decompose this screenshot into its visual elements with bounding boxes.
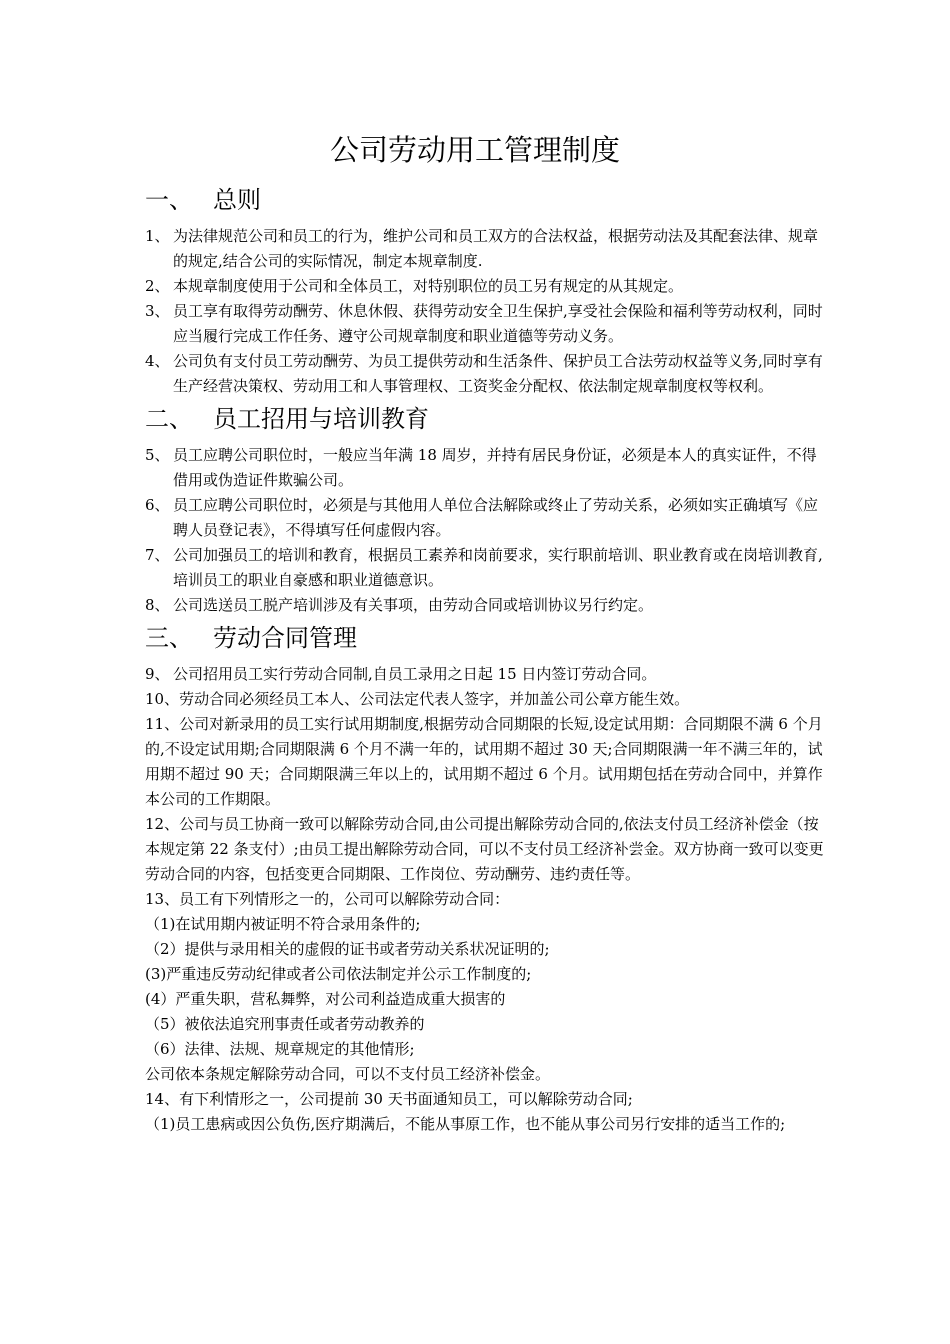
- paragraph: （1)员工患病或因公负伤,医疗期满后，不能从事原工作，也不能从事公司另行安排的适当工作的;: [145, 1115, 786, 1133]
- paragraph: 13、员工有下列情形之一的，公司可以解除劳动合同：: [145, 890, 510, 908]
- item-number: 2、: [145, 277, 170, 295]
- section-heading-contract: [145, 620, 825, 656]
- paragraph: 公司依本条规定解除劳动合同，可以不支付员工经济补偿金。: [145, 1065, 551, 1083]
- section-heading-general: [145, 182, 825, 218]
- paragraph: （2）提供与录用相关的虚假的证书或者劳动关系状况证明的;: [145, 940, 550, 958]
- document-body: [145, 182, 825, 1137]
- section-number: 一、: [145, 186, 193, 214]
- item-text: 公司加强员工的培训和教育，根据员工素养和岗前要求，实行职前培训、职业教育或在岗培训教育,培训员工的职业自豪感和职业道德意识。: [173, 546, 823, 589]
- paragraph: 11、公司对新录用的员工实行试用期制度,根据劳动合同期限的长短,设定试用期：合同期限不满 6 个月的,不设定试用期;合同期限满 6 个月不满一年的，试用期不超过 30 天;合同期限满一年不满三年的，试用期不超过 90 天；合同期限满三年以上的，试用期不超过 6 个月。试用期包括在劳动合同中，并算作本公司的工作期限。: [145, 715, 823, 808]
- item-text: 公司招用员工实行劳动合同制,自员工录用之日起 15 日内签订劳动合同。: [173, 665, 657, 683]
- paragraph: (4）严重失职，营私舞弊，对公司利益造成重大损害的: [145, 990, 506, 1008]
- item-number: 7、: [145, 546, 170, 564]
- list-item: [145, 349, 825, 399]
- document-title: 公司劳动用工管理制度: [329, 133, 620, 167]
- section-title: 员工招用与培训教育: [213, 405, 429, 433]
- item-text: 员工应聘公司职位时，一般应当年满 18 周岁，并持有居民身份证，必须是本人的真实证件，不得借用或伪造证件欺骗公司。: [173, 446, 817, 489]
- item-text: 本规章制度使用于公司和全体员工，对特别职位的员工另有规定的从其规定。: [173, 277, 684, 295]
- item-text: 员工享有取得劳动酬劳、休息休假、获得劳动安全卫生保护,享受社会保险和福利等劳动权利，同时应当履行完成工作任务、遵守公司规章制度和职业道德等劳动义务。: [173, 302, 823, 345]
- item-text: 公司选送员工脱产培训涉及有关事项，由劳动合同或培训协议另行约定。: [173, 596, 654, 614]
- item-number: 4、: [145, 352, 170, 370]
- paragraph: （5）被依法追究刑事责任或者劳动教养的: [145, 1015, 425, 1033]
- section-heading-recruitment: [145, 401, 825, 437]
- item-text: 员工应聘公司职位时，必须是与其他用人单位合法解除或终止了劳动关系，必须如实正确填写《应聘人员登记表》，不得填写任何虚假内容。: [173, 496, 819, 539]
- section-number: 三、: [145, 624, 193, 652]
- section-number: 二、: [145, 405, 193, 433]
- item-number: 6、: [145, 496, 170, 514]
- paragraph: （1)在试用期内被证明不符合录用条件的;: [145, 915, 421, 933]
- item-number: 1、: [145, 227, 170, 245]
- list-item: [145, 593, 825, 618]
- section-title: 劳动合同管理: [213, 624, 357, 652]
- list-item: [145, 224, 825, 274]
- list-item: [145, 662, 825, 687]
- item-number: 5、: [145, 446, 170, 464]
- paragraph: 12、公司与员工协商一致可以解除劳动合同,由公司提出解除劳动合同的,依法支付员工经济补偿金（按本规定第 22 条支付）;由员工提出解除劳动合同，可以不支付员工经济补尝金。双方协商一致可以变更劳动合同的内容，包括变更合同期限、工作岗位、劳动酬劳、违约责任等。: [145, 815, 824, 883]
- item-number: 8、: [145, 596, 170, 614]
- item-number: 3、: [145, 302, 170, 320]
- list-item: [145, 274, 825, 299]
- paragraph: 10、劳动合同必须经员工本人、公司法定代表人签字，并加盖公司公章方能生效。: [145, 690, 690, 708]
- list-item: [145, 543, 825, 593]
- item-text: 为法律规范公司和员工的行为，维护公司和员工双方的合法权益，根据劳动法及其配套法律、规章的规定,结合公司的实际情况，制定本规章制度.: [173, 227, 819, 270]
- section-title: 总则: [213, 186, 261, 214]
- item-number: 9、: [145, 665, 170, 683]
- paragraph: 14、有下利情形之一，公司提前 30 天书面通知员工，可以解除劳动合同;: [145, 1090, 633, 1108]
- paragraph: (3)严重违反劳动纪律或者公司依法制定并公示工作制度的;: [145, 965, 532, 983]
- paragraph: （6）法律、法规、规章规定的其他情形;: [145, 1040, 415, 1058]
- list-item: [145, 493, 825, 543]
- list-item: [145, 443, 825, 493]
- list-item: [145, 299, 825, 349]
- item-text: 公司负有支付员工劳动酬劳、为员工提供劳动和生活条件、保护员工合法劳动权益等义务,同时享有生产经营决策权、劳动用工和人事管理权、工资奖金分配权、依法制定规章制度权等权利。: [173, 352, 823, 395]
